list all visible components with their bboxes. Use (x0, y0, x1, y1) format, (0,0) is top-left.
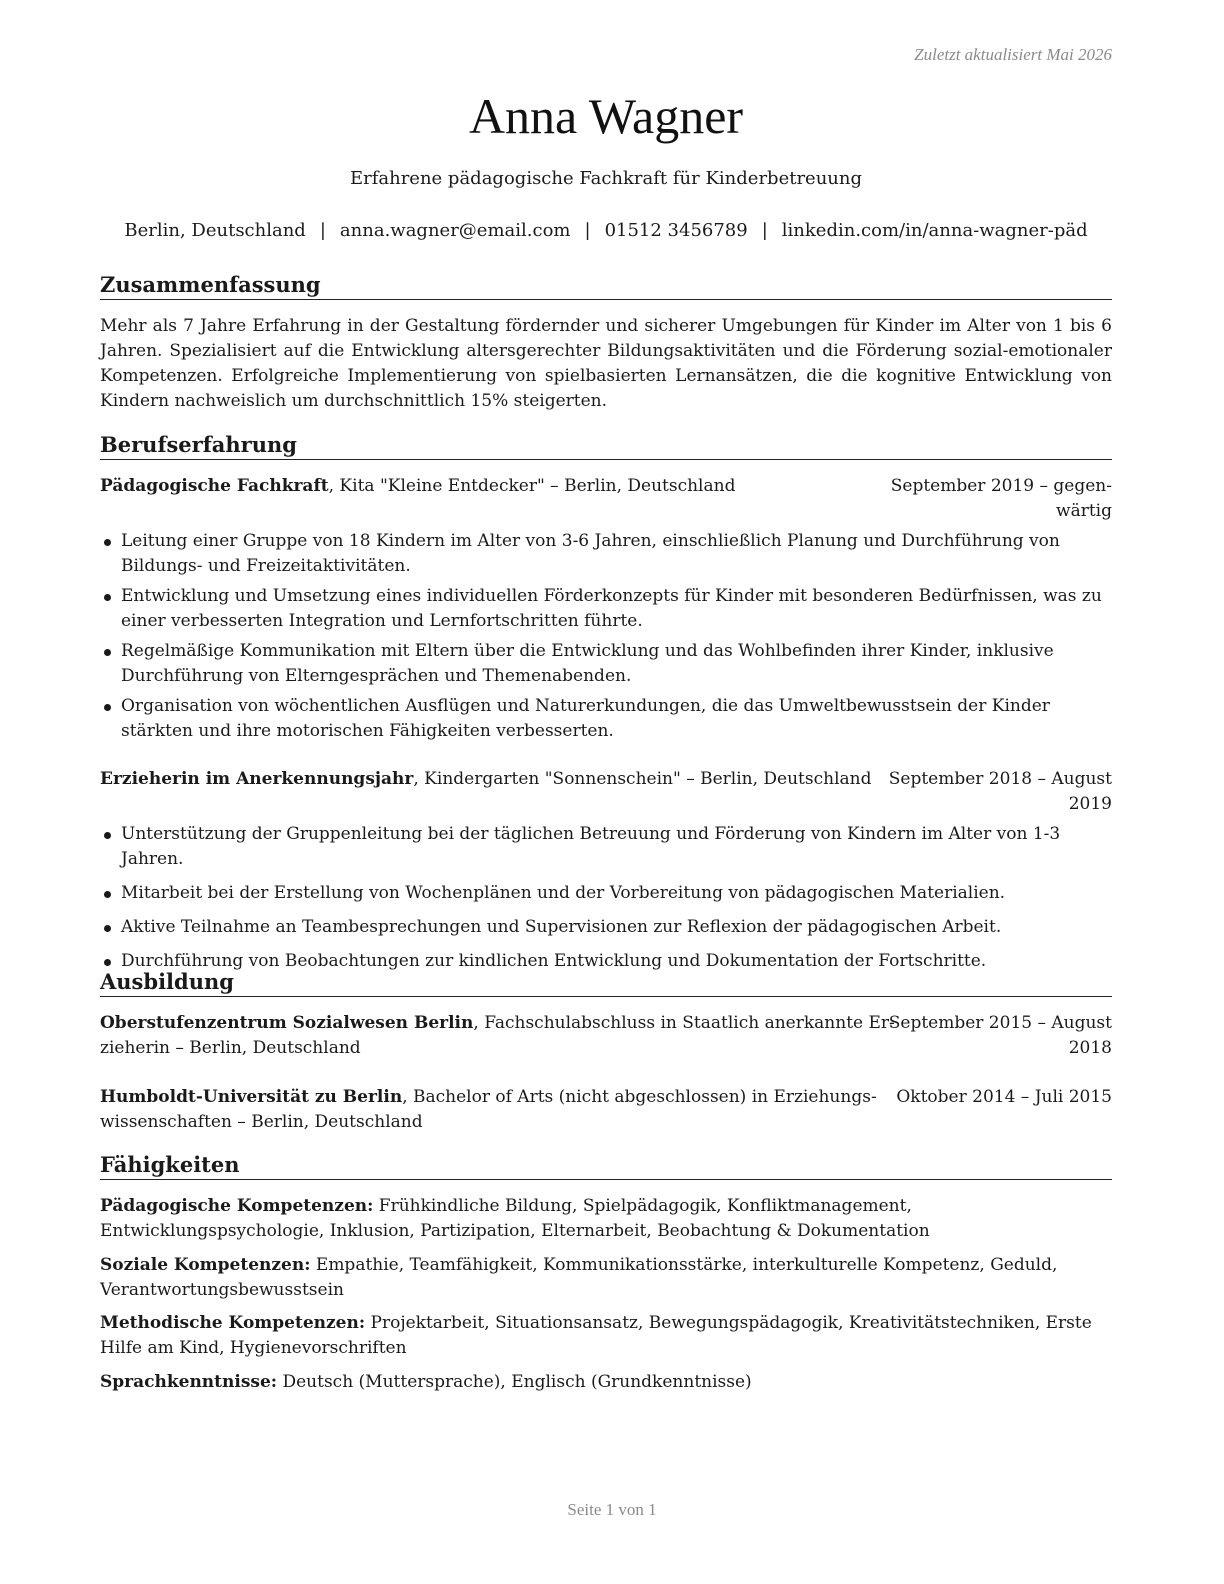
candidate-name: Anna Wagner (468, 88, 744, 144)
contact-separator: | (319, 220, 326, 241)
education-date-line: Oktober 2014 – Juli 2015 (896, 1087, 1112, 1107)
education-degree: , Fachschulabschluss in Staatlich anerkannte Er- (473, 1013, 895, 1033)
job-title-line (100, 474, 735, 499)
skill-label: Sprachkenntnisse: (100, 1372, 278, 1392)
contact-phone: 01512 3456789 (604, 220, 748, 241)
contact-separator: | (761, 220, 768, 241)
list-item: Leitung einer Gruppe von 18 Kindern im Alter von 3-6 Jahren, einschließlich Planung und Durchführung von Bildungs- und Freizeitaktivitäten. (100, 529, 1116, 579)
job-title: Pädagogische Fachkraft (100, 476, 329, 496)
skill-label: Pädagogische Kompetenzen: (100, 1196, 374, 1216)
skill-row (100, 1253, 1116, 1303)
contact-line (100, 218, 1112, 244)
list-item: Aktive Teilnahme an Teambesprechungen und Supervisionen zur Reflexion der pädagogischen Arbeit. (100, 915, 1116, 940)
job-bullets (100, 822, 1116, 983)
job-date (889, 767, 1112, 817)
job-title-line (100, 767, 871, 792)
education-degree-cont: zieherin – Berlin, Deutschland (100, 1038, 361, 1058)
education-line (100, 1011, 895, 1061)
job-date (891, 474, 1112, 524)
skill-row (100, 1194, 1116, 1244)
skill-label: Soziale Kompetenzen: (100, 1255, 311, 1275)
contact-location: Berlin, Deutschland (124, 220, 306, 241)
contact-email[interactable]: anna.wagner@email.com (339, 220, 571, 241)
list-item: Regelmäßige Kommunikation mit Eltern über die Entwicklung und das Wohlbefinden ihrer Kinder, inklusive Durchführung von Elterngesprächen und Themenabenden. (100, 639, 1116, 689)
summary-heading: Zusammenfassung (100, 271, 1112, 300)
job-org: , Kindergarten "Sonnenschein" – Berlin, Deutschland (413, 769, 872, 789)
job-bullets (100, 529, 1116, 749)
last-updated-note: Zuletzt aktualisiert Mai 2026 (914, 45, 1112, 64)
skill-text: Deutsch (Muttersprache), Englisch (Grundkenntnisse) (277, 1372, 752, 1392)
job-org: , Kita "Kleine Entdecker" – Berlin, Deutschland (328, 476, 736, 496)
list-item: Entwicklung und Umsetzung eines individuellen Förderkonzepts für Kinder mit besonderen Bedürfnissen, was zu einer verbesserten Integration und Lernfortschritten führte. (100, 584, 1116, 634)
skill-text: Empathie, Teamfähigkeit, Kommunikationsstärke, interkulturelle Kompetenz, Geduld, Verantwortungsbewusstsein (100, 1255, 1058, 1300)
education-school: Humboldt-Universität zu Berlin (100, 1087, 403, 1107)
skill-row (100, 1311, 1116, 1361)
job-date-line: 2019 (1068, 794, 1112, 814)
candidate-tagline: Erfahrene pädagogische Fachkraft für Kinderbetreuung (349, 168, 863, 189)
job-date-line: wärtig (1056, 501, 1112, 521)
skill-row (100, 1370, 1116, 1395)
skill-text: Frühkindliche Bildung, Spielpädagogik, Konfliktmanagement, Entwicklungspsychologie, Inklusion, Partizipation, Elternarbeit, Beobachtung & Dokumentation (100, 1196, 930, 1241)
list-item: Unterstützung der Gruppenleitung bei der täglichen Betreuung und Förderung von Kindern im Alter von 1-3 Jahren. (100, 822, 1116, 872)
experience-heading: Berufserfahrung (100, 431, 1112, 460)
education-degree: , Bachelor of Arts (nicht abgeschlossen) in Erziehungs- (402, 1087, 877, 1107)
skills-heading: Fähigkeiten (100, 1151, 1112, 1180)
list-item: Durchführung von Beobachtungen zur kindlichen Entwicklung und Dokumentation der Fortschritte. (100, 949, 1116, 974)
skill-label: Methodische Kompetenzen: (100, 1313, 366, 1333)
list-item: Mitarbeit bei der Erstellung von Wochenplänen und der Vorbereitung von pädagogischen Materialien. (100, 881, 1116, 906)
education-date-line: September 2015 – August (888, 1013, 1112, 1033)
job-date-line: September 2018 – August (888, 769, 1112, 789)
education-heading: Ausbildung (100, 968, 1112, 997)
education-date (896, 1085, 1112, 1110)
education-date (889, 1011, 1112, 1061)
contact-separator: | (584, 220, 591, 241)
education-line (100, 1085, 877, 1135)
page-number: Seite 1 von 1 (567, 1500, 657, 1519)
job-date-line: September 2019 – gegen- (890, 476, 1112, 496)
summary-text: Mehr als 7 Jahre Erfahrung in der Gestaltung fördernder und sicherer Umgebungen für Kinder im Alter von 1 bis 6 Jahren. Spezialisiert auf die Entwicklung altersgerechter Bildungsaktivitäten und die Förderung sozial-emotionaler Kompetenzen. Erfolgreiche Implementierung von spielbasierten Lernansätzen, die die kognitive Entwicklung von Kindern nachweislich um durchschnittlich 15% steigerten. (100, 316, 1112, 411)
education-date-line: 2018 (1068, 1038, 1112, 1058)
education-school: Oberstufenzentrum Sozialwesen Berlin (100, 1013, 474, 1033)
job-title: Erzieherin im Anerkennungsjahr (100, 769, 414, 789)
contact-linkedin[interactable]: linkedin.com/in/anna-wagner-päd (781, 220, 1088, 241)
list-item: Organisation von wöchentlichen Ausflügen und Naturerkundungen, die das Umweltbewusstsein der Kinder stärkten und ihre motorischen Fähigkeiten verbesserten. (100, 694, 1116, 744)
skill-text: Projektarbeit, Situationsansatz, Bewegungspädagogik, Kreativitätstechniken, Erste Hilfe am Kind, Hygienevorschriften (100, 1313, 1092, 1358)
education-degree-cont: wissenschaften – Berlin, Deutschland (100, 1112, 423, 1132)
